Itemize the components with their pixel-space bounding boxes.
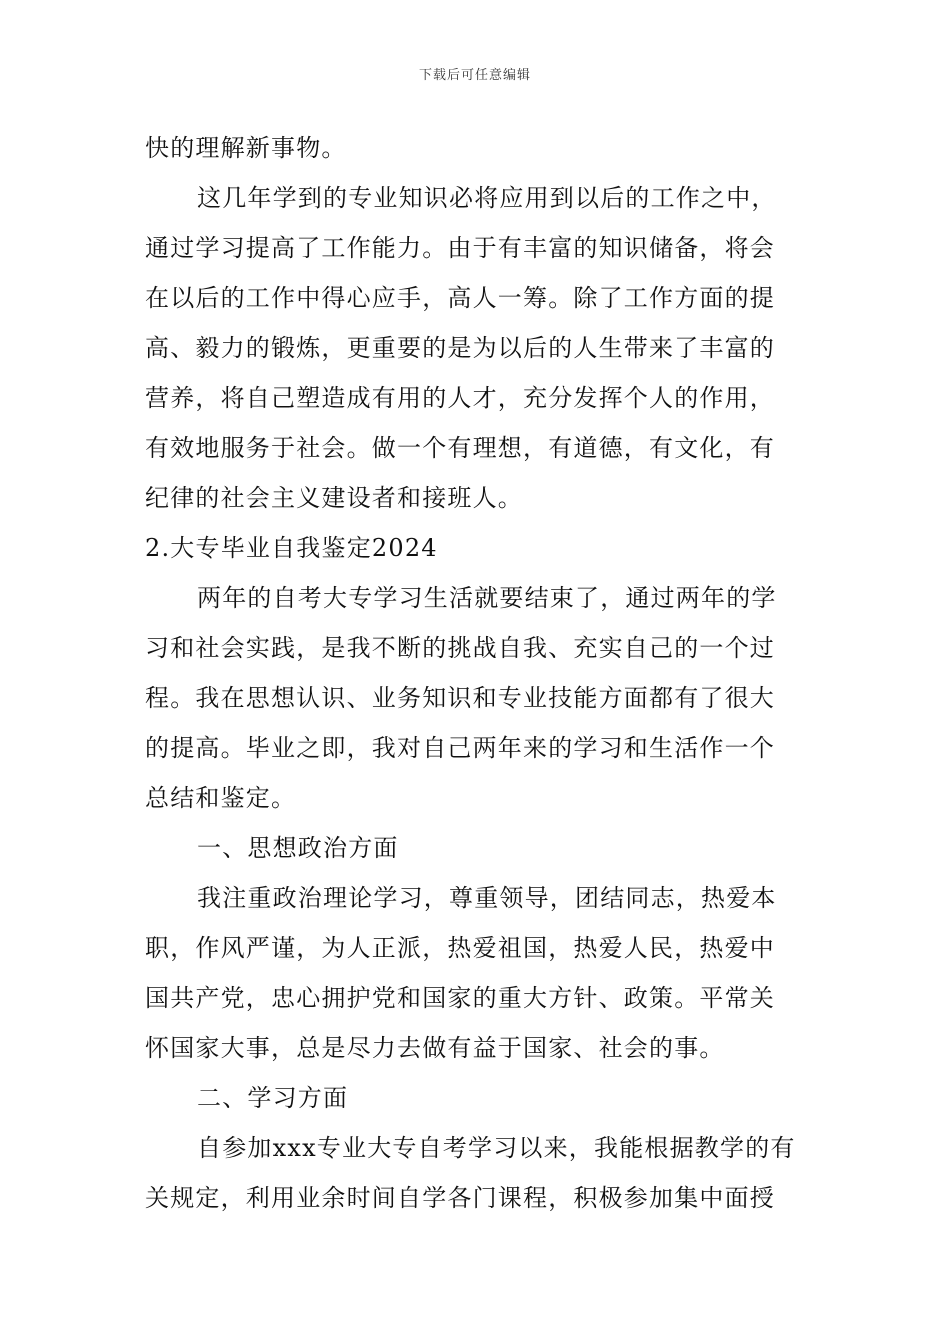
text-line: 国共产党，忠心拥护党和国家的重大方针、政策。平常关 <box>145 984 775 1012</box>
text-line: 纪律的社会主义建设者和接班人。 <box>145 484 523 512</box>
text-line: 职，作风严谨，为人正派，热爱祖国，热爱人民，热爱中 <box>145 934 775 962</box>
text-line: 两年的自考大专学习生活就要结束了，通过两年的学 <box>197 584 777 612</box>
text-line: 怀国家大事，总是尽力去做有益于国家、社会的事。 <box>145 1034 725 1062</box>
text-line: 我注重政治理论学习，尊重领导，团结同志，热爱本 <box>197 884 777 912</box>
subsection-heading: 二、学习方面 <box>197 1084 349 1112</box>
text-line: 自参加xxx专业大专自考学习以来，我能根据教学的有 <box>197 1134 796 1162</box>
text-line: 总结和鉴定。 <box>145 784 297 812</box>
subsection-heading: 一、思想政治方面 <box>197 834 399 862</box>
text-line: 在以后的工作中得心应手，高人一筹。除了工作方面的提 <box>145 284 775 312</box>
text-line: 高、毅力的锻炼，更重要的是为以后的人生带来了丰富的 <box>145 334 775 362</box>
text-line: 程。我在思想认识、业务知识和专业技能方面都有了很大 <box>145 684 775 712</box>
text-line: 这几年学到的专业知识必将应用到以后的工作之中， <box>197 184 777 212</box>
text-line: 营养，将自己塑造成有用的人才，充分发挥个人的作用， <box>145 384 775 412</box>
text-line: 习和社会实践，是我不断的挑战自我、充实自己的一个过 <box>145 634 775 662</box>
text-line: 通过学习提高了工作能力。由于有丰富的知识储备，将会 <box>145 234 775 262</box>
text-line: 快的理解新事物。 <box>145 134 347 162</box>
text-line: 关规定，利用业余时间自学各门课程，积极参加集中面授 <box>145 1184 775 1212</box>
section-heading: 2.大专毕业自我鉴定2024 <box>145 534 438 562</box>
text-line: 的提高。毕业之即，我对自己两年来的学习和生活作一个 <box>145 734 775 762</box>
page-header-note: 下载后可任意编辑 <box>418 68 531 83</box>
text-line: 有效地服务于社会。做一个有理想，有道德，有文化，有 <box>145 434 775 462</box>
